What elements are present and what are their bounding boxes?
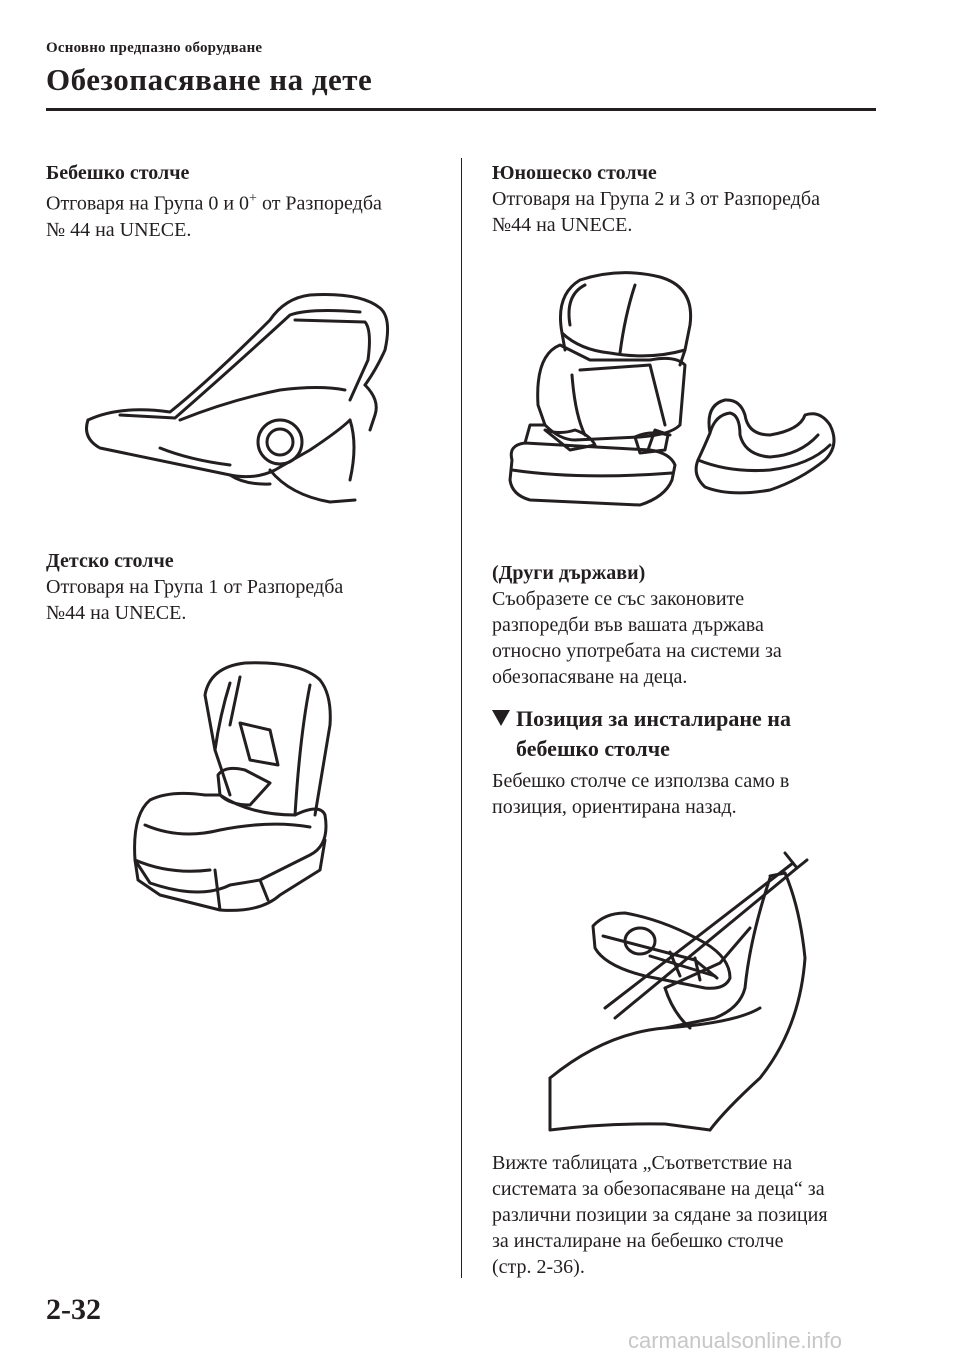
other-countries-text [492,560,912,690]
watermark: carmanualsonline.info [628,1328,843,1353]
reference-line: системата за обезопасяване на деца“ за [492,1178,825,1200]
child-seat-desc-line2: №44 на UNECE. [46,602,187,624]
other-countries-line: относно употребата на системи за [492,640,782,662]
other-countries-heading: (Други държави) [492,562,646,584]
reference-line: Вижте таблицата „Съответствие на [492,1152,793,1174]
page-title: Обезопасяване на дете [46,62,373,97]
child-seat-desc-line1: Отговаря на Група 1 от Разпоредба [46,576,344,598]
position-heading-line1: Позиция за инсталиране на [516,706,791,731]
junior-seat-text [492,160,912,238]
junior-seat-desc-line1: Отговаря на Група 2 и 3 от Разпоредба [492,188,820,210]
junior-seat-heading: Юношеско столче [492,162,657,184]
junior-seat-desc-line2: №44 на UNECE. [492,214,633,236]
position-section-line: позиция, ориентирана назад. [492,796,737,818]
column-divider [461,158,462,1278]
position-section-line: Бебешко столче се използва само в [492,770,790,792]
infant-seat-text [46,160,446,243]
section-subtitle: Основно предпазно оборудване [46,40,263,56]
reference-text [492,1150,912,1280]
position-heading-line2: бебешко столче [516,736,670,761]
header-rule [46,108,876,111]
position-section-text [492,768,912,820]
triangle-down-icon [492,710,510,726]
reference-line: (стр. 2-36). [492,1256,585,1278]
other-countries-line: Съобразете се със законовите [492,588,745,610]
reference-line: различни позиции за сядане за позиция [492,1204,828,1226]
junior-seat-illustration [500,265,870,525]
child-seat-heading: Детско столче [46,550,174,572]
child-seat-text [46,548,446,626]
child-seat-illustration [120,655,345,925]
infant-seat-heading: Бебешко столче [46,162,190,184]
other-countries-line: разпоредби във вашата държава [492,614,764,636]
infant-seat-desc-line1: Отговаря на Група 0 и 0+ от Разпоредба [46,191,382,215]
rear-facing-installation-illustration [545,848,845,1138]
reference-line: за инсталиране на бебешко столче [492,1230,784,1252]
infant-seat-desc-line2: № 44 на UNECE. [46,218,192,241]
other-countries-line: обезопасяване на деца. [492,666,688,688]
page-number: 2-32 [46,1293,101,1326]
infant-seat-illustration [80,280,400,520]
